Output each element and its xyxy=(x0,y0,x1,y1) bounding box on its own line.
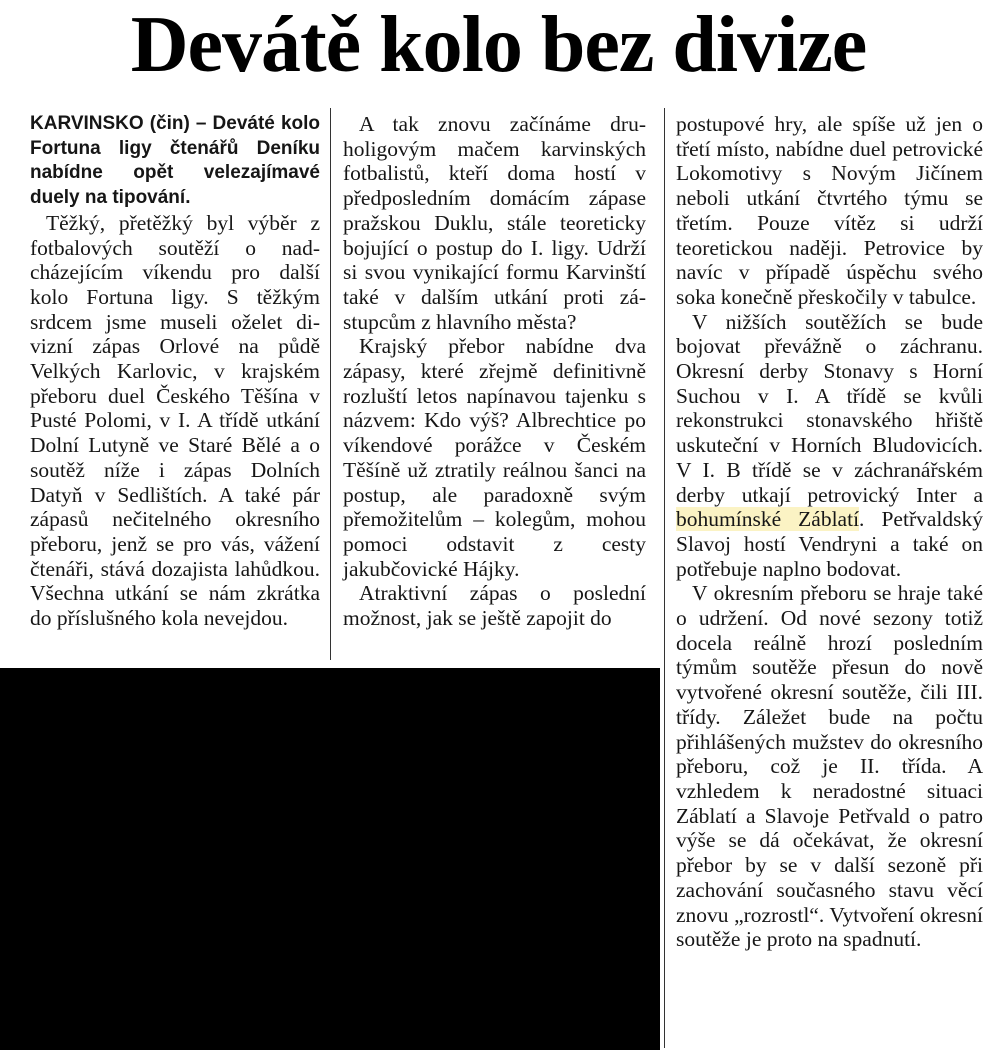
paragraph: Krajský přebor nabídne dva zápasy, které zřejmě definitivně rozluští letos napínavou tajenku s názvem: Kdo výš? Albrechtice po víkendové porážce v Českém Těšíně už ztratily reálnou šanci na postup, ale paradoxně svým přemožitelům – kolegům, mohou pomoci odstavit z cesty jakubčovické Hájky. xyxy=(343,334,646,581)
paragraph xyxy=(676,310,983,582)
paragraph-text: V nižších soutěžích se bude bojovat převážně o záchranu. Okresní derby Stonavy s Horní Suchou v I. A třídě se kvůli rekonstrukci stonavského hřiště uskuteční v Horních Bludovicích. V I. B třídě se v záchranářském derby utkají petrovický Inter a xyxy=(676,309,983,507)
article-column-3 xyxy=(676,112,983,952)
article-lead: KARVINSKO (čin) – Deváté kolo Fortuna ligy čtenářů Deníku nabídne opět velezajímavé duely na tipování. xyxy=(30,113,320,209)
redacted-area xyxy=(0,668,660,1050)
column-divider-2 xyxy=(664,108,665,1048)
highlighted-text: bohumínské Záblatí xyxy=(676,507,860,532)
article-column-1 xyxy=(30,112,320,631)
paragraph-text: . Petřvaldský Slavoj hostí Vendryni a také on potřebuje naplno bodovat. xyxy=(676,507,983,581)
paragraph: Atraktivní zápas o poslední možnost, jak se ještě zapojit do xyxy=(343,581,646,631)
paragraph: V okresním přeboru se hraje také o udržení. Od nové sezony totiž docela reálně hrozí posledním týmům soutěže přesun do nově vytvořené okresní soutěže, čili III. třídy. Záležet bude na počtu přihlášených mužstev do okresního přeboru, což je II. třída. A vzhledem k neradostné situaci Záblatí a Slavoje Petřvald o patro výše se dá očekávat, že okresní přebor by se v další sezoně při zachování současného stavu věcí znovu „rozrostl“. Vytvoření okresní soutěže je proto na spadnutí. xyxy=(676,581,983,952)
column-divider-1 xyxy=(330,108,331,660)
paragraph: A tak znovu začínáme druholigovým mačem karvinských fotbalistů, kteří doma hostí v předposledním domácím zápase pražskou Duklu, stále teoreticky bojující o postup do I. ligy. Udrží si svou vynikající formu Karvinští také v dalším utkání proti zástupcům z hlavního města? xyxy=(343,112,646,334)
paragraph: postupové hry, ale spíše už jen o třetí místo, nabídne duel petrovické Lokomotivy s Novým Jičínem neboli utkání čtvrtého týmu se třetím. Pouze vítěz si udrží teoretickou naději. Petrovice by navíc v případě úspěchu svého soka konečně přeskočily v tabulce. xyxy=(676,112,983,309)
paragraph: Těžký, přetěžký byl výběr z fotbalových soutěží o nadcházejícím víkendu pro další kolo Fortuna ligy. S těžkým srdcem jsme museli oželet divizní zápas Orlové na půdě Velkých Karlovic, v krajském přeboru duel Českého Těšína v Pusté Polomi, v I. A třídě utkání Dolní Lutyně ve Staré Bělé a o soutěž níže i zápas Dolních Datyň v Sedlištích. A také pár zápasů nečitelného okresního přeboru, jenž se pro vás, vážení čtenáři, stává dozajista lahůdkou. Všechna utkání se nám zkrátka do příslušného kola nevejdou. xyxy=(30,210,320,631)
article-column-2 xyxy=(343,112,646,631)
headline: Devátě kolo bez divize xyxy=(130,1,867,89)
